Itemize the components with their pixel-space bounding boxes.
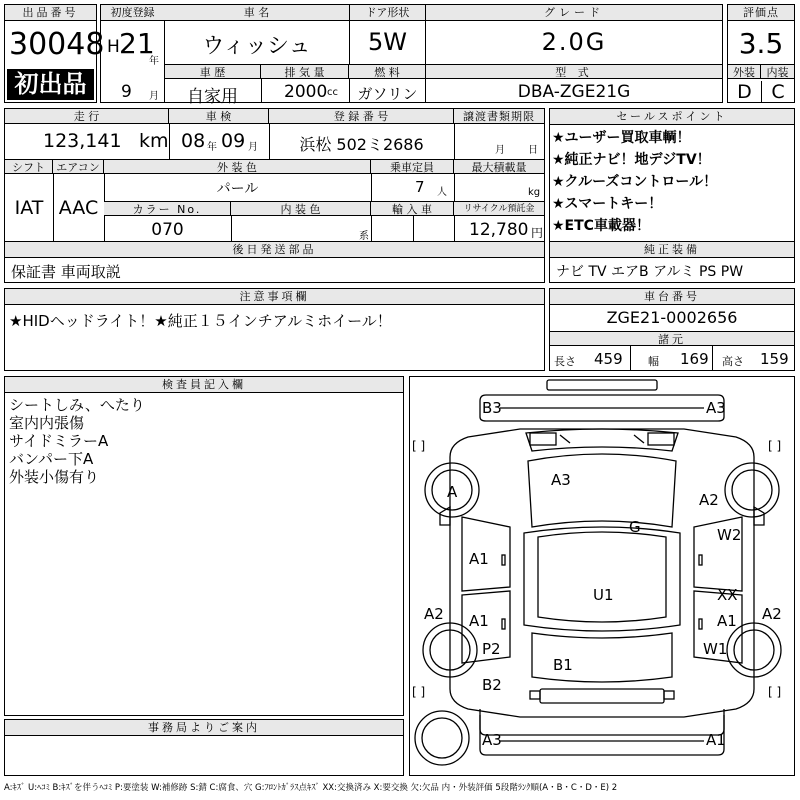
damage-mark: P2 bbox=[482, 640, 501, 658]
mileage-unit: km bbox=[139, 130, 169, 152]
model-label: 型 式 bbox=[426, 64, 722, 79]
width: 169 bbox=[680, 350, 709, 368]
notes-label: 注意事項欄 bbox=[5, 289, 544, 305]
damage-mark: XX bbox=[717, 586, 738, 604]
fuel: ガソリン bbox=[357, 85, 418, 103]
reg-no-label: 登 録 番 号 bbox=[269, 109, 454, 124]
sales-points-box bbox=[549, 108, 795, 242]
length-label: 長さ bbox=[554, 355, 576, 368]
color-no-label: カラー No. bbox=[104, 201, 231, 216]
recycle-label: リサイクル預託金 bbox=[454, 201, 544, 216]
sales-point: ★純正ナビ！地デジTV！ bbox=[552, 152, 711, 168]
fuel-label: 燃 料 bbox=[349, 64, 426, 79]
exterior-color-label: 外 装 色 bbox=[104, 159, 371, 174]
recycle-unit: 円 bbox=[531, 226, 544, 240]
damage-mark: A1 bbox=[706, 731, 726, 749]
score-box bbox=[727, 4, 795, 103]
displacement-label: 排 気 量 bbox=[261, 64, 349, 79]
capacity: 7 bbox=[415, 178, 425, 196]
damage-mark: A1 bbox=[469, 550, 489, 568]
recycle-fee: 12,780 bbox=[469, 220, 529, 240]
first-reg-month: 9 bbox=[121, 82, 132, 102]
mileage-label: 走 行 bbox=[5, 109, 169, 124]
damage-mark: A1 bbox=[469, 612, 489, 630]
damage-mark: A2 bbox=[699, 491, 719, 509]
ac-label: エアコン bbox=[53, 159, 104, 174]
inspector-note: 外装小傷有り bbox=[9, 468, 100, 486]
damage-mark: B1 bbox=[553, 656, 573, 674]
grade-label: グレード bbox=[426, 5, 722, 21]
chassis-label: 車台番号 bbox=[550, 289, 794, 305]
lot-number: 30048 bbox=[9, 27, 105, 62]
inspector-note: バンパー下A bbox=[9, 450, 94, 468]
inspector-note: 室内内張傷 bbox=[9, 414, 85, 432]
equipment: ナビ TV エアB アルミ PS PW bbox=[556, 264, 744, 280]
inspector-note: シートしみ、へたり bbox=[9, 396, 145, 414]
damage-mark: B3 bbox=[482, 399, 502, 417]
lot-number-label: 出品番号 bbox=[5, 5, 96, 21]
notes-box bbox=[4, 288, 545, 371]
equipment-box bbox=[549, 241, 795, 283]
details-box bbox=[4, 108, 545, 242]
transfer-label: 譲渡書類期限 bbox=[454, 109, 544, 124]
chassis-number: ZGE21-0002656 bbox=[606, 308, 738, 327]
inspection-year: 08 bbox=[181, 130, 206, 152]
sales-points-label: セールスポイント bbox=[550, 109, 794, 125]
max-load-label: 最大積載量 bbox=[454, 159, 544, 174]
legend: A:ｷｽﾞ U:ﾍｺﾐ B:ｷｽﾞを伴うﾍｺﾐ P:要塗装 W:補修跡 S:錆 C:腐食、穴 G:ﾌﾛﾝﾄｶﾞﾗｽ点ｷｽﾞ XX:交換済み X:要交換 欠:欠品 内・外装評価 5段階ﾗﾝｸ順(A・B・C・D・E) 2 bbox=[4, 783, 618, 793]
sales-point: ★ETC車載器！ bbox=[552, 218, 650, 234]
displacement: 2000 bbox=[284, 82, 328, 102]
damage-mark: A3 bbox=[706, 399, 726, 417]
damage-mark: U1 bbox=[593, 586, 614, 604]
notes: ★HIDヘッドライト！★純正１５インチアルミホイール！ bbox=[9, 312, 392, 330]
damage-mark: B2 bbox=[482, 676, 502, 694]
damage-mark: W2 bbox=[717, 526, 742, 544]
damage-mark: G bbox=[629, 518, 641, 536]
first-listing-badge: 初出品 bbox=[7, 69, 94, 100]
bracket-marker: [ ] bbox=[768, 439, 782, 453]
lot-number-box bbox=[4, 4, 105, 103]
capacity-label: 乗車定員 bbox=[371, 159, 454, 174]
office-label: 事務局よりご案内 bbox=[5, 720, 403, 736]
later-parts: 保証書 車両取説 bbox=[11, 263, 121, 281]
height: 159 bbox=[760, 350, 789, 368]
import-label: 輸 入 車 bbox=[371, 201, 454, 216]
car-name-label: 車 名 bbox=[164, 5, 350, 21]
interior-grade-label: 内装 bbox=[761, 64, 794, 79]
exterior-grade-label: 外装 bbox=[728, 64, 761, 79]
later-parts-label: 後日発送部品 bbox=[5, 242, 544, 258]
width-label: 幅 bbox=[648, 355, 659, 368]
height-label: 高さ bbox=[722, 355, 744, 368]
inspector-note: サイドミラーA bbox=[9, 432, 109, 450]
score: 3.5 bbox=[738, 27, 784, 60]
inspection-year-unit: 年 bbox=[207, 142, 217, 153]
equipment-label: 純正装備 bbox=[550, 242, 794, 258]
dimensions-label: 諸元 bbox=[550, 331, 794, 346]
inspection-month-unit: 月 bbox=[248, 142, 258, 153]
damage-mark: A3 bbox=[551, 471, 571, 489]
door-label: ドア形状 bbox=[350, 5, 426, 21]
door-type: 5W bbox=[368, 28, 407, 56]
capacity-unit: 人 bbox=[437, 187, 447, 198]
car-history: 自家用 bbox=[187, 87, 238, 107]
first-reg-year: 21 bbox=[119, 27, 155, 60]
first-reg-label: 初度登録 bbox=[101, 5, 165, 21]
sales-point: ★クルーズコントロール！ bbox=[552, 174, 718, 190]
inspection-month: 09 bbox=[221, 130, 246, 152]
transfer-day-unit: 日 bbox=[528, 145, 538, 156]
history-label: 車 歴 bbox=[164, 64, 261, 79]
mileage: 123,141 bbox=[43, 130, 122, 152]
year-unit: 年 bbox=[149, 56, 159, 67]
month-unit: 月 bbox=[149, 91, 159, 102]
exterior-grade: D bbox=[737, 81, 752, 103]
chassis-box bbox=[549, 288, 795, 371]
office-box bbox=[4, 719, 404, 776]
transfer-month-unit: 月 bbox=[495, 145, 505, 156]
inspector-label: 検査員記入欄 bbox=[5, 377, 403, 393]
damage-diagram-box bbox=[409, 376, 795, 776]
car-name: ウィッシュ bbox=[202, 34, 311, 59]
grade: 2.0G bbox=[541, 28, 607, 56]
length: 459 bbox=[594, 350, 623, 368]
reg-no: 浜松 502ミ2686 bbox=[299, 135, 424, 154]
shift-label: シフト bbox=[5, 159, 53, 174]
interior-color-unit: 系 bbox=[359, 231, 369, 242]
model: DBA-ZGE21G bbox=[517, 82, 631, 102]
later-parts-box bbox=[4, 241, 545, 283]
vehicle-header-box bbox=[100, 4, 723, 107]
displacement-unit: cc bbox=[327, 87, 338, 98]
damage-mark: A bbox=[447, 483, 458, 501]
shift: IAT bbox=[14, 197, 44, 219]
score-label: 評価点 bbox=[728, 5, 794, 21]
inspector-box bbox=[4, 376, 404, 716]
max-load-unit: kg bbox=[528, 187, 541, 198]
car-outline-diagram bbox=[410, 377, 794, 775]
damage-mark: A3 bbox=[482, 731, 502, 749]
era: H bbox=[107, 37, 120, 57]
damage-mark: A2 bbox=[762, 605, 782, 623]
inspection-label: 車 検 bbox=[169, 109, 269, 124]
damage-mark: A2 bbox=[424, 605, 444, 623]
bracket-marker: [ ] bbox=[768, 685, 782, 699]
interior-grade: C bbox=[761, 81, 794, 103]
damage-mark: A1 bbox=[717, 612, 737, 630]
damage-mark: W1 bbox=[703, 640, 728, 658]
sales-point: ★スマートキー！ bbox=[552, 196, 663, 212]
exterior-color: パール bbox=[216, 181, 259, 197]
interior-color-label: 内 装 色 bbox=[231, 201, 371, 216]
color-no: 070 bbox=[151, 220, 184, 240]
sales-point: ★ユーザー買取車輌！ bbox=[552, 130, 691, 146]
bracket-marker: [ ] bbox=[412, 439, 426, 453]
bracket-marker: [ ] bbox=[412, 685, 426, 699]
ac: AAC bbox=[58, 197, 99, 219]
